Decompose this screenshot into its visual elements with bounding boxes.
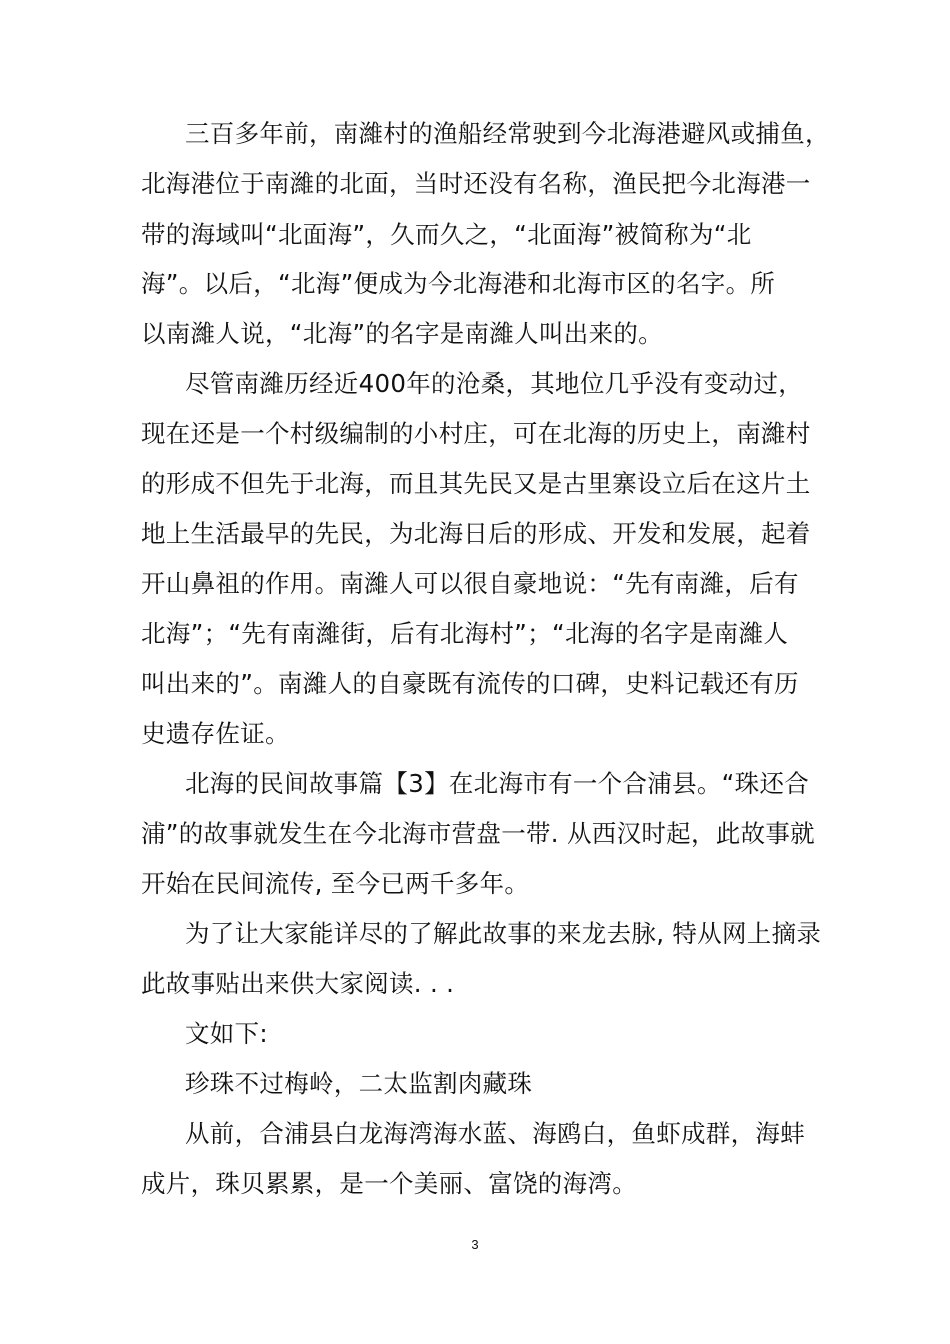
text-line: 带的海域叫“北面海”，久而久之，“北面海”被简称为“北 <box>141 220 752 249</box>
text-line: 开山鼻祖的作用。南濰人可以很自豪地说：“先有南濰，后有 <box>141 569 799 598</box>
text-line: 此故事贴出来供大家阅读. . . <box>141 969 455 998</box>
text-line: 文如下: <box>185 1019 268 1048</box>
text-line: 地上生活最早的先民，为北海日后的形成、开发和发展，起着 <box>141 519 811 548</box>
page-number: 3 <box>471 1237 479 1252</box>
text-line: 现在还是一个村级编制的小村庄，可在北海的历史上，南濰村 <box>141 419 811 448</box>
text-line: 三百多年前，南濰村的渔船经常驶到今北海港避风或捕鱼， <box>185 119 830 148</box>
text-line: 北海”；“先有南濰街，后有北海村”；“北海的名字是南濰人 <box>141 619 789 648</box>
text-line: 北海的民间故事篇【3】在北海市有一个合浦县。“珠还合 <box>185 769 810 798</box>
text-line: 史遗存佐证。 <box>141 719 290 748</box>
text-line: 浦”的故事就发生在今北海市营盘一带. 从西汉时起，此故事就 <box>141 819 815 848</box>
text-line: 的形成不但先于北海，而且其先民又是古里寨设立后在这片土 <box>141 469 811 498</box>
text-line: 以南濰人说，“北海”的名字是南濰人叫出来的。 <box>141 319 663 348</box>
text-line: 从前，合浦县白龙海湾海水蓝、海鸥白，鱼虾成群，海蚌 <box>185 1119 805 1148</box>
text-line: 尽管南濰历经近400年的沧桑，其地位几乎没有变动过， <box>185 369 804 398</box>
text-line: 叫出来的”。南濰人的自豪既有流传的口碑，史料记载还有历 <box>141 669 799 698</box>
text-line: 北海港位于南濰的北面，当时还没有名称，渔民把今北海港一 <box>141 169 811 198</box>
text-line: 开始在民间流传, 至今已两千多年。 <box>141 869 530 898</box>
text-line: 为了让大家能详尽的了解此故事的来龙去脉, 特从网上摘录 <box>185 919 822 948</box>
text-line: 成片，珠贝累累，是一个美丽、富饶的海湾。 <box>141 1169 637 1198</box>
text-line: 海”。以后，“北海”便成为今北海港和北海市区的名字。所 <box>141 269 776 298</box>
text-line: 珍珠不过梅岭，二太监割肉藏珠 <box>185 1069 533 1098</box>
